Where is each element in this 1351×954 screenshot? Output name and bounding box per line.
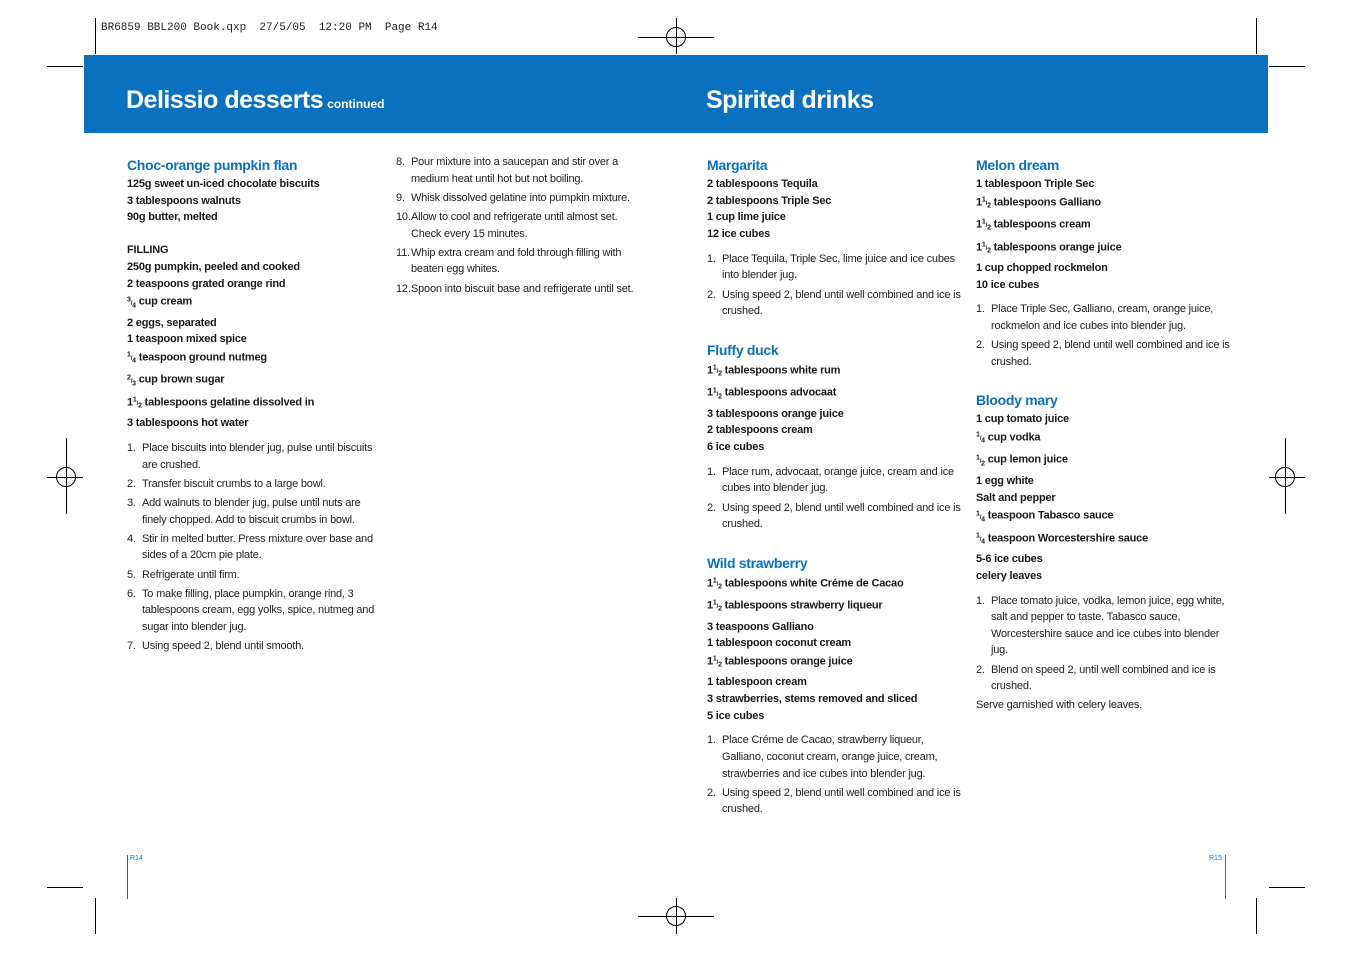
ingredient-item: 1 teaspoon mixed spice	[127, 333, 247, 346]
method-step	[127, 476, 377, 493]
ingredient-item: $1^1/_2$ tablespoons cream	[976, 218, 1091, 232]
step-text: Using speed 2, blend until well combined and ice is crushed.	[722, 786, 961, 816]
ingredient-item: $1^1/_2$ tablespoons advocaat	[707, 386, 837, 400]
fraction-numerator: 1	[127, 352, 131, 360]
method-step	[976, 593, 1231, 659]
crop-mark	[47, 887, 83, 888]
ingredient-item: 250g pumpkin, peeled and cooked	[127, 260, 300, 273]
ingredient-item: 125g sweet un-iced chocolate biscuits	[127, 178, 320, 190]
fraction-denominator: 2	[981, 460, 985, 468]
ingredient-item: $1^1/_2$ tablespoons Galliano	[976, 196, 1101, 210]
ingredient-item: 1 cup tomato juice	[976, 413, 1069, 426]
step-number: 2.	[707, 786, 716, 799]
crop-mark	[1256, 898, 1257, 934]
ingredient-list	[707, 176, 962, 243]
fraction-numerator: 1	[712, 600, 717, 608]
method-step	[707, 287, 962, 320]
file-slug: BR6859 BBL200 Book.qxp 27/5/05 12:20 PM Page R14	[101, 22, 438, 34]
ingredient-list	[707, 574, 962, 725]
fraction-denominator: 2	[718, 661, 722, 669]
fraction	[132, 396, 142, 410]
ingredient-item: $1^1/_2$ tablespoons orange juice	[707, 655, 853, 669]
page-number-right: R15	[1209, 855, 1222, 862]
ingredient-item: 1 cup chopped rockmelon	[976, 261, 1108, 274]
step-number: 2.	[976, 663, 985, 676]
method-step	[396, 154, 641, 187]
crop-mark	[47, 66, 83, 67]
ingredient-item: $^1/_4$ teaspoon Worcestershire sauce	[976, 532, 1149, 546]
step-number: 6.	[127, 587, 136, 600]
method-steps	[707, 732, 962, 818]
fraction-slash: /	[716, 369, 719, 376]
drink-recipe	[707, 339, 962, 533]
fraction	[976, 510, 985, 524]
ingredient-item: 2 teaspoons grated orange rind	[127, 277, 286, 290]
ingredient-item: $1^1/_2$ tablespoons white rum	[707, 364, 841, 378]
method-step	[396, 190, 641, 207]
method-step	[127, 495, 377, 528]
ingredient-list	[707, 361, 962, 456]
method-step	[127, 567, 377, 584]
fraction-numerator: 1	[976, 454, 980, 462]
step-text: Refrigerate until firm.	[142, 568, 240, 581]
method-steps	[976, 593, 1231, 695]
fraction	[712, 600, 722, 613]
crop-mark	[95, 898, 96, 934]
right-column-1	[707, 154, 962, 821]
ingredient-list	[976, 176, 1231, 293]
ingredient-item: $1^1/_2$ tablespoons gelatine dissolved in	[127, 396, 315, 410]
fraction-denominator: 2	[987, 247, 991, 255]
ingredient-item: 1 tablespoon cream	[707, 676, 807, 689]
step-number: 2.	[127, 477, 136, 490]
fraction-slash: /	[979, 436, 982, 443]
fraction-numerator: 1	[981, 196, 986, 204]
step-text: Using speed 2, blend until smooth.	[142, 640, 304, 653]
method-steps	[707, 464, 962, 533]
step-text: Using speed 2, blend until well combined and ice is crushed.	[722, 288, 961, 318]
fraction-denominator: 4	[981, 516, 985, 524]
fraction	[981, 219, 991, 232]
fraction-numerator: 1	[712, 364, 717, 372]
step-number: 10.	[396, 210, 411, 223]
method-step	[127, 638, 377, 655]
step-text: Spoon into biscuit base and refrigerate until set.	[411, 282, 634, 295]
step-text: Transfer biscuit crumbs to a large bowl.	[142, 477, 326, 490]
method-steps	[396, 154, 641, 297]
ingredient-item: $1^1/_2$ tablespoons white Créme de Cacao	[707, 577, 904, 591]
fraction-denominator: 4	[132, 301, 136, 309]
method-steps	[976, 301, 1231, 370]
step-text: To make filling, place pumpkin, orange rind, 3 tablespoons cream, egg yolks, spice, nutmeg and sugar into blender jug.	[142, 587, 375, 633]
step-text: Add walnuts to blender jug, pulse until nuts are finely chopped. Add to biscuit crumbs in bowl.	[142, 496, 361, 526]
fraction-numerator: 1	[976, 510, 980, 518]
fraction-denominator: 2	[987, 224, 991, 232]
fraction-slash: /	[979, 537, 982, 544]
fraction-denominator: 2	[987, 202, 991, 210]
fraction-slash: /	[716, 582, 719, 589]
method-step	[707, 251, 962, 284]
ingredient-item: 1 egg white	[976, 474, 1034, 487]
fraction-numerator: 1	[981, 241, 986, 249]
method-steps	[127, 440, 377, 655]
left-page-title	[126, 85, 385, 119]
recipe-title: Wild strawberry	[707, 554, 808, 571]
step-number: 11.	[396, 246, 410, 259]
fraction-numerator: 2	[127, 374, 131, 382]
fraction-slash: /	[716, 604, 719, 611]
crop-mark	[95, 18, 96, 54]
ingredient-list	[976, 411, 1231, 584]
method-step	[707, 732, 962, 782]
recipe-title: Margarita	[707, 157, 768, 173]
fraction-numerator: 1	[981, 219, 986, 227]
ingredient-item: 3 tablespoons walnuts	[127, 194, 241, 207]
ingredient-item: $1^1/_2$ tablespoons strawberry liqueur	[707, 599, 883, 613]
fraction-denominator: 3	[132, 380, 136, 388]
step-number: 8.	[396, 156, 405, 168]
ingredient-item: $^1/_4$ cup vodka	[976, 431, 1041, 445]
fraction-slash: /	[136, 401, 139, 408]
step-number: 9.	[396, 191, 405, 204]
step-number: 3.	[127, 496, 136, 509]
page-number-left: R14	[130, 855, 143, 862]
step-number: 2.	[707, 288, 716, 301]
method-step	[707, 464, 962, 497]
fraction-numerator: 1	[712, 655, 717, 663]
fraction	[976, 432, 985, 445]
ingredient-item: 1 tablespoon Triple Sec	[976, 178, 1095, 190]
step-text: Whip extra cream and fold through filling with beaten egg whites.	[411, 246, 622, 276]
fraction-slash: /	[979, 458, 982, 465]
ingredient-item: $^1/_2$ cup lemon juice	[976, 453, 1068, 468]
title-suffix: continued	[327, 97, 385, 111]
ingredient-item: $^1/_4$ teaspoon Tabasco sauce	[976, 509, 1114, 524]
fraction-slash: /	[985, 201, 988, 208]
fraction-slash: /	[716, 660, 719, 667]
step-text: Place Créme de Cacao, strawberry liqueur, Galliano, coconut cream, orange juice, cream, strawberries and ice cubes into blender jug.	[722, 734, 938, 780]
drink-recipe	[976, 154, 1231, 370]
fraction	[712, 364, 722, 378]
fraction-denominator: 2	[138, 402, 142, 410]
fraction-denominator: 2	[718, 370, 722, 378]
fraction-slash: /	[130, 378, 133, 385]
step-text: Place biscuits into blender jug, pulse until biscuits are crushed.	[142, 442, 373, 471]
method-step	[707, 500, 962, 533]
step-text: Allow to cool and refrigerate until almost set. Check every 15 minutes.	[411, 210, 618, 240]
fraction	[127, 296, 136, 309]
fraction-denominator: 4	[132, 357, 136, 365]
ingredient-item: 3 teaspoons Galliano	[707, 620, 814, 633]
method-step	[396, 281, 641, 298]
fraction-slash: /	[130, 356, 133, 363]
method-step	[127, 586, 377, 636]
fraction	[981, 241, 991, 255]
ingredient-item: 2 tablespoons Triple Sec	[707, 194, 832, 207]
step-text: Blend on speed 2, until well combined and ice is crushed.	[991, 663, 1216, 693]
right-column-2	[976, 154, 1231, 714]
fraction-numerator: 1	[976, 532, 980, 540]
left-title-text: Delissio desserts	[126, 86, 324, 114]
ingredient-item: 1 cup lime juice	[707, 211, 786, 224]
recipe-title: Melon dream	[976, 157, 1060, 173]
step-text: Using speed 2, blend until well combined and ice is crushed.	[722, 501, 961, 531]
method-step	[976, 662, 1231, 695]
step-number: 1.	[707, 465, 716, 478]
step-number: 2.	[976, 339, 985, 352]
header-banner	[84, 55, 1268, 133]
fraction-numerator: 1	[712, 577, 717, 585]
fraction	[712, 655, 722, 669]
step-number: 4.	[127, 532, 136, 545]
fraction-numerator: 3	[127, 296, 131, 304]
ingredient-item: 2 tablespoons Tequila	[707, 178, 818, 190]
method-step	[976, 301, 1231, 334]
ingredient-item: $^2/_3$ cup brown sugar	[127, 373, 225, 388]
filling-label: FILLING	[127, 244, 169, 257]
fraction-slash: /	[716, 391, 719, 398]
ingredient-item: $^3/_4$ cup cream	[127, 295, 192, 309]
serving-note: Serve garnished with celery leaves.	[976, 699, 1143, 712]
left-column-2	[396, 154, 641, 300]
method-steps	[707, 251, 962, 320]
fraction-slash: /	[979, 514, 982, 521]
ingredient-item: $^1/_4$ teaspoon ground nutmeg	[127, 351, 267, 365]
left-column-1	[127, 154, 377, 657]
crop-mark	[1269, 887, 1305, 888]
ingredient-item: Salt and pepper	[976, 491, 1056, 504]
drink-recipe	[976, 389, 1231, 714]
fraction	[127, 352, 136, 365]
step-text: Place Triple Sec, Galliano, cream, orange juice, rockmelon and ice cubes into blender jug.	[991, 303, 1214, 332]
fraction	[712, 577, 722, 591]
ingredient-list	[127, 176, 377, 226]
fraction-numerator: 1	[712, 387, 717, 395]
crop-mark	[1256, 18, 1257, 54]
fraction-numerator: 1	[132, 396, 137, 404]
step-text: Whisk dissolved gelatine into pumpkin mixture.	[411, 191, 630, 204]
step-text: Using speed 2, blend until well combined and ice is crushed.	[991, 339, 1230, 368]
fraction-slash: /	[985, 245, 988, 252]
fraction-denominator: 2	[718, 605, 722, 613]
step-text: Place Tequila, Triple Sec, lime juice and ice cubes into blender jug.	[722, 252, 955, 282]
ingredient-list	[127, 259, 377, 432]
ingredient-item: 10 ice cubes	[976, 278, 1040, 291]
ingredient-item: 3 tablespoons orange juice	[707, 407, 844, 420]
step-number: 1.	[127, 442, 136, 455]
ingredient-item: $1^1/_2$ tablespoons orange juice	[976, 240, 1122, 255]
step-number: 5.	[127, 568, 136, 581]
fraction-denominator: 4	[981, 437, 985, 445]
ingredient-item: celery leaves	[976, 569, 1042, 582]
step-number: 7.	[127, 640, 136, 653]
step-text: Stir in melted butter. Press mixture over base and sides of a 20cm pie plate.	[142, 532, 373, 562]
method-step	[396, 245, 641, 278]
recipe-title: Fluffy duck	[707, 341, 779, 358]
recipe-title: Bloody mary	[976, 392, 1058, 409]
step-number: 1.	[707, 734, 716, 747]
fraction	[976, 454, 985, 468]
ingredient-item: 12 ice cubes	[707, 228, 771, 241]
fraction	[712, 387, 722, 400]
ingredient-item: 3 strawberries, stems removed and sliced	[707, 693, 918, 706]
step-text: Pour mixture into a saucepan and stir over a medium heat until hot but not boiling.	[411, 156, 619, 185]
method-step	[127, 531, 377, 564]
step-text: Place tomato juice, vodka, lemon juice, egg white, salt and pepper to taste. Tabasco sauce, Worcestershire sauce and ice cubes into blender jug.	[991, 594, 1225, 657]
right-page-title: Spirited drinks	[706, 86, 874, 114]
ingredient-item: 2 tablespoons cream	[707, 424, 813, 437]
ingredient-item: 6 ice cubes	[707, 441, 765, 454]
folio-line-left	[127, 855, 128, 899]
fraction-numerator: 1	[976, 432, 980, 440]
drink-recipe	[707, 552, 962, 818]
ingredient-item: 5-6 ice cubes	[976, 553, 1043, 566]
recipe-title: Choc-orange pumpkin flan	[127, 157, 298, 173]
fraction-slash: /	[130, 300, 133, 307]
method-step	[976, 337, 1231, 370]
ingredient-item: 2 eggs, separated	[127, 316, 217, 329]
method-step	[396, 209, 641, 242]
fraction-slash: /	[985, 223, 988, 230]
fraction-denominator: 2	[718, 583, 722, 591]
drink-recipe	[707, 154, 962, 320]
ingredient-item: 3 tablespoons hot water	[127, 417, 249, 430]
ingredient-item: 90g butter, melted	[127, 211, 218, 224]
method-step	[127, 440, 377, 473]
ingredient-item: 1 tablespoon coconut cream	[707, 637, 851, 650]
step-number: 1.	[976, 594, 985, 607]
crop-mark	[1269, 66, 1305, 67]
fraction-denominator: 2	[718, 392, 722, 400]
fraction	[976, 532, 985, 546]
step-number: 2.	[707, 501, 716, 514]
fraction	[127, 374, 136, 388]
folio-line-right	[1225, 855, 1226, 899]
fraction-denominator: 4	[981, 538, 985, 546]
step-text: Place rum, advocaat, orange juice, cream and ice cubes into blender jug.	[722, 465, 954, 495]
method-step	[707, 785, 962, 818]
fraction	[981, 196, 991, 210]
ingredient-item: 5 ice cubes	[707, 709, 765, 722]
step-number: 12.	[396, 282, 411, 295]
step-number: 1.	[707, 252, 716, 265]
step-number: 1.	[976, 303, 985, 316]
